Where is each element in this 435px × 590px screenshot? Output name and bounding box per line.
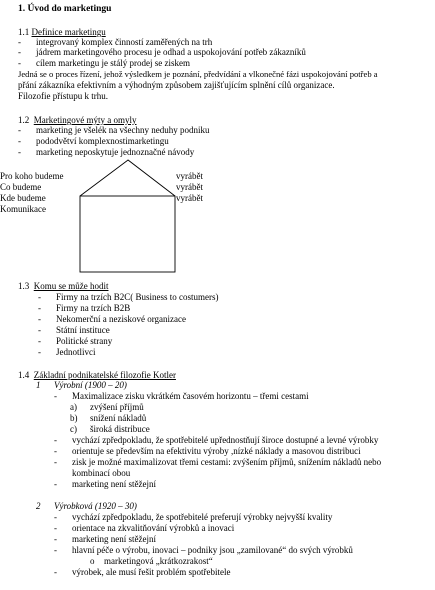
bullet-dash: - [54,567,57,577]
bullet-dash: - [54,512,57,522]
list-letter: a) [70,402,77,412]
bullet-dash: - [38,303,41,313]
bullet-dash: - [54,479,57,489]
diagram-left-label: Komunikace [0,204,46,214]
bullet-dash: - [54,446,57,456]
subsection-number: 2 [36,501,41,511]
subsection-title: Výrobková (1920 – 30) [54,501,137,511]
list-item: jádrem marketingového procesu je odhad a uspokojování potřeb zákazníků [36,47,306,57]
list-letter: b) [70,413,78,423]
section-1-3-heading [18,281,109,291]
paragraph-line: Jedná se o proces řízení, jehož výsledkem je poznání, předvídání a vlkonečné fázi uspokojování potřeb a [18,69,378,79]
list-letter: c) [70,424,77,434]
bullet-dash: - [54,391,57,401]
section-title: Komu se může hodit [33,281,109,291]
list-item: Maximalizace zisku vkrátkém časovém horizontu – třemi cestami [72,391,309,401]
bullet-dash: - [18,58,21,68]
paragraph-line: Filozofie přístupu k trhu. [18,91,108,101]
section-number: 1.2 [18,115,30,125]
list-item: Politické strany [56,336,113,346]
page-title: 1. Úvod do marketingu [18,4,112,14]
list-item: marketing není stěžejní [72,534,156,544]
bullet-dash: - [54,523,57,533]
bullet-dash: - [54,534,57,544]
bullet-dash: - [18,37,21,47]
list-item: Státní instituce [56,325,110,335]
paragraph-line: přání zákazníka efektivním a výhodným způsobem zajišťujícím splnění cílů organizace. [18,80,335,90]
list-item: marketing neposkytuje jednoznačné návody [36,147,195,157]
list-item: Firmy na trzích B2B [56,303,131,313]
list-item: Firmy na trzích B2C( Business to costumers) [56,292,219,302]
bullet-dash: - [54,545,57,555]
list-item: cílem marketingu je stálý prodej se ziskem [36,58,190,68]
diagram-right-label: vyrábět [176,171,203,181]
bullet-dash: - [38,347,41,357]
bullet-dash: - [18,147,21,157]
list-item: marketingová „krátkozrakost“ [104,556,213,566]
bullet-dash: - [18,47,21,57]
list-item: snížení nákladů [90,413,147,423]
list-item: zvýšení příjmů [90,402,144,412]
bullet-dash: - [18,125,21,135]
house-body [80,196,175,272]
bullet-dash: - [38,336,41,346]
section-1-4-heading [18,370,176,380]
list-item: integrovaný komplex činností zaměřených na trh [36,37,213,47]
section-number: 1.4 [18,370,30,380]
section-title: Definice marketingu [31,27,106,37]
diagram-right-label: vyrábět [176,182,203,192]
list-item: orientuje se především na efektivitu výroby ,nízké náklady a masovou distribuci [72,446,361,456]
list-item: marketing je všelék na všechny neduhy podniku [36,125,210,135]
bullet-dash: - [38,314,41,324]
section-number: 1.3 [18,281,30,291]
bullet-dash: - [38,325,41,335]
section-title: Základní podnikatelské filozofie Kotler [33,370,176,380]
diagram-left-label: Co budeme [0,182,42,192]
list-item: vychází zpředpokladu, že spotřebitelé upřednostňují široce dostupné a levné výrobky [72,435,379,445]
diagram-right-label: vyrábět [176,193,203,203]
diagram-left-label: Pro koho budeme [0,171,64,181]
bullet-dash: - [38,292,41,302]
list-item: vychází zpředpokladu, že spotřebitelé preferují výrobky nejvyšší kvality [72,512,333,522]
bullet-dash: - [54,435,57,445]
bullet-dash: - [18,136,21,146]
list-item: zisk je možné maximalizovat třemi cestami: zvýšením příjmů, snížením nákladů nebo [72,457,382,467]
list-item: marketing není stěžejní [72,479,156,489]
list-item: orientace na zkvalitňování výrobků a inovaci [72,523,235,533]
subsection-number: 1 [36,380,41,390]
list-item: široká distribuce [90,424,150,434]
section-title: Marketingové mýty a omyly [33,115,137,125]
list-item: hlavní péče o výrobu, inovaci – podniky jsou „zamilované“ do svých výrobků [72,545,353,555]
list-item: Jednotlivci [56,347,96,357]
roof-shape [80,160,175,196]
list-item: pododvětví komplexnostimarketingu [36,136,169,146]
bullet-dash: - [54,457,57,467]
section-number: 1.1 [18,27,30,37]
list-item: výrobek, ale musí řešit problém spotřebitele [72,567,231,577]
list-item-continued: kombinací obou [72,468,131,478]
diagram-left-label: Kde budeme [0,193,46,203]
list-item: Nekomerční a neziskové organizace [56,314,187,324]
circle-bullet: o [90,556,95,566]
subsection-title: Výrobní (1900 – 20) [54,380,127,390]
